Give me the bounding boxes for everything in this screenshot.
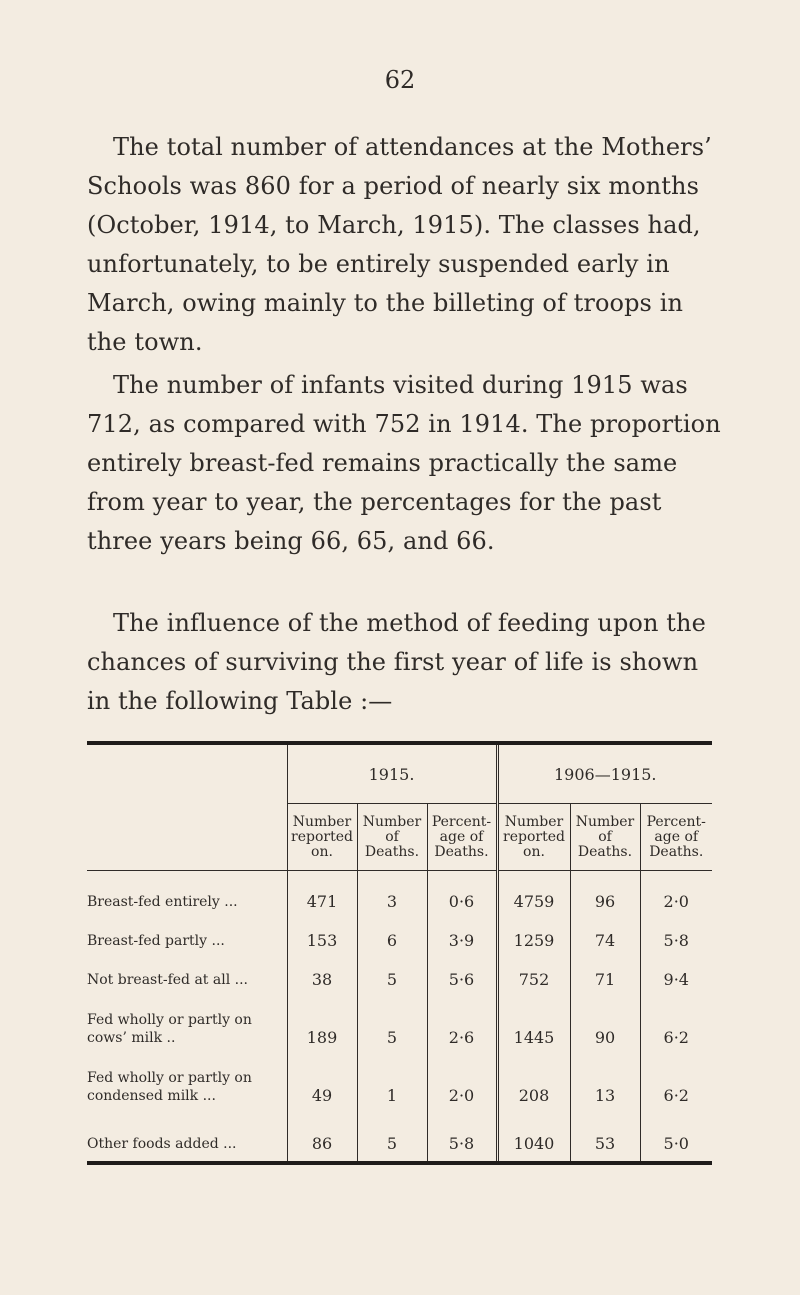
table-cell: 5 bbox=[357, 1107, 427, 1163]
table-cell: 2·0 bbox=[640, 871, 712, 914]
table-row bbox=[87, 991, 712, 1049]
table-cell: 5·6 bbox=[427, 952, 497, 991]
column-header: Percent-age of Deaths. bbox=[427, 804, 497, 871]
table-cell: 471 bbox=[287, 871, 357, 914]
table-cell: 5·0 bbox=[640, 1107, 712, 1163]
table-cell: 53 bbox=[570, 1107, 640, 1163]
table-cell: 90 bbox=[570, 991, 640, 1049]
feeding-mortality-table bbox=[87, 741, 712, 1165]
table-cell: 3 bbox=[357, 871, 427, 914]
table-corner bbox=[87, 743, 287, 804]
row-label: Breast-fed partly ... bbox=[87, 933, 225, 949]
table-cell: 6·2 bbox=[640, 1049, 712, 1107]
table-cell: 13 bbox=[570, 1049, 640, 1107]
row-label: Not breast-fed at all ... bbox=[87, 972, 248, 988]
table-row bbox=[87, 871, 712, 914]
table-cell: 1445 bbox=[497, 991, 570, 1049]
table-cell: 5 bbox=[357, 991, 427, 1049]
paragraph-mothers-schools: The total number of attendances at the Mothers’ Schools was 860 for a period of nearly six months (October, 1914, to March, 1915). The classes had, unfortunately, to be entirely suspended early in March, owing mainly to the billeting of troops in the town. bbox=[87, 133, 712, 356]
paragraph-infants-visited: The number of infants visited during 1915 was 712, as compared with 752 in 1914. The proportion entirely breast-fed remains practically the same from year to year, the percentages for the past three years being 66, 65, and 66. bbox=[87, 371, 721, 555]
period-header-1915: 1915. bbox=[287, 743, 497, 804]
table-cell: 189 bbox=[287, 991, 357, 1049]
table-cell: 86 bbox=[287, 1107, 357, 1163]
column-header: Percent-age of Deaths. bbox=[640, 804, 712, 871]
row-label: Fed wholly or partly on condensed milk ... bbox=[87, 1070, 252, 1104]
table-cell: 9·4 bbox=[640, 952, 712, 991]
table-cell: 96 bbox=[570, 871, 640, 914]
paragraph-table-intro: The influence of the method of feeding upon the chances of surviving the first year of life is shown in the following Table :— bbox=[87, 609, 706, 715]
table-row bbox=[87, 952, 712, 991]
row-label: Other foods added ... bbox=[87, 1136, 237, 1152]
table-cell: 2·0 bbox=[427, 1049, 497, 1107]
column-header: Number reported on. bbox=[497, 804, 570, 871]
table-cell: 1 bbox=[357, 1049, 427, 1107]
table-cell: 2·6 bbox=[427, 991, 497, 1049]
table-cell: 71 bbox=[570, 952, 640, 991]
table-cell: 6 bbox=[357, 913, 427, 952]
table-cell: 0·6 bbox=[427, 871, 497, 914]
table-cell: 74 bbox=[570, 913, 640, 952]
column-header: Number of Deaths. bbox=[357, 804, 427, 871]
table-cell: 153 bbox=[287, 913, 357, 952]
column-header: Number of Deaths. bbox=[570, 804, 640, 871]
table-row bbox=[87, 1107, 712, 1163]
table-cell: 3·9 bbox=[427, 913, 497, 952]
table-cell: 49 bbox=[287, 1049, 357, 1107]
table-row bbox=[87, 1049, 712, 1107]
table-cell: 5 bbox=[357, 952, 427, 991]
period-header-1906-1915: 1906—1915. bbox=[497, 743, 712, 804]
table-cell: 5·8 bbox=[427, 1107, 497, 1163]
row-label: Fed wholly or partly on cows’ milk .. bbox=[87, 1012, 252, 1046]
table-cell: 208 bbox=[497, 1049, 570, 1107]
label-column-header bbox=[87, 804, 287, 871]
table-row bbox=[87, 913, 712, 952]
table-cell: 1040 bbox=[497, 1107, 570, 1163]
table-cell: 1259 bbox=[497, 913, 570, 952]
row-label: Breast-fed entirely ... bbox=[87, 894, 238, 910]
table-cell: 38 bbox=[287, 952, 357, 991]
table-cell: 6·2 bbox=[640, 991, 712, 1049]
page-number: 62 bbox=[384, 66, 416, 94]
table-cell: 752 bbox=[497, 952, 570, 991]
table-cell: 4759 bbox=[497, 871, 570, 914]
column-header: Number reported on. bbox=[287, 804, 357, 871]
table-cell: 5·8 bbox=[640, 913, 712, 952]
